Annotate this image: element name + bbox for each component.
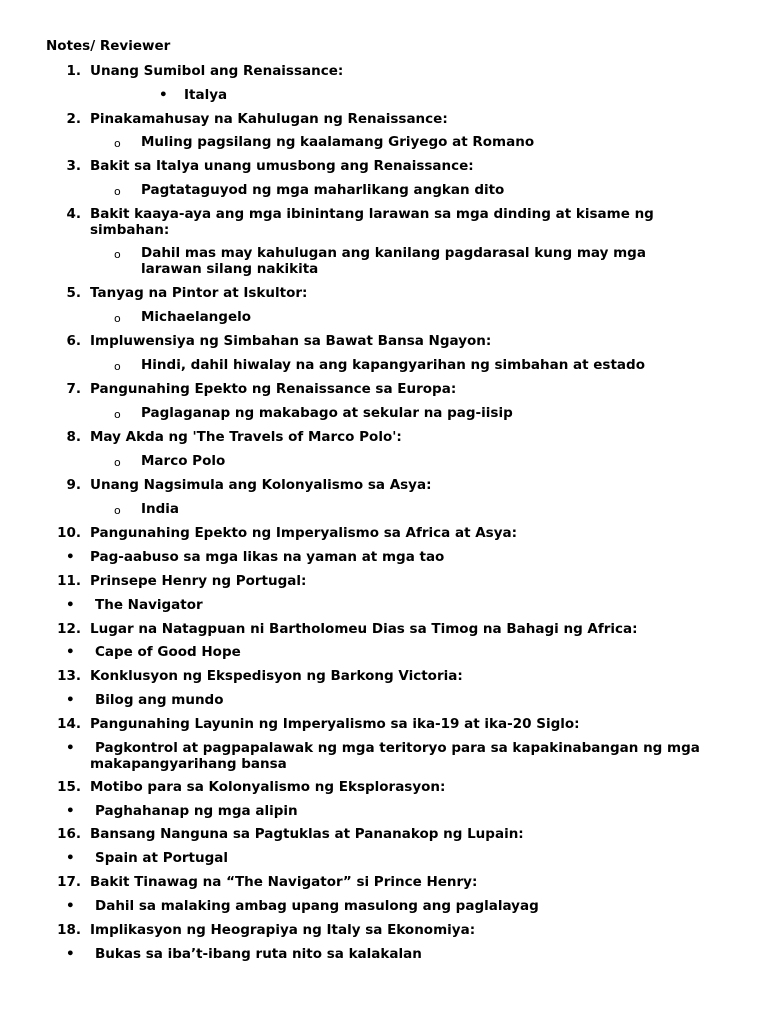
question-text: Bakit kaaya-aya ang mga ibinintang larawan sa mga dinding at kisame ng simbahan: (90, 206, 654, 238)
answer-text: Pag-aabuso sa mga likas na yaman at mga tao (90, 549, 445, 565)
answer-text: Pagkontrol at pagpapalawak ng mga teritoryo para sa kapakinabangan ng mga makapangyarihang bansa (90, 740, 700, 772)
circle-bullet-icon: o (114, 504, 121, 517)
answer-text: India (141, 501, 180, 517)
item-number: 17. (57, 874, 81, 890)
item-number: 14. (57, 716, 81, 732)
circle-bullet-icon: o (114, 408, 121, 421)
item-number: 6. (66, 333, 81, 349)
answer-text: Marco Polo (141, 453, 226, 469)
item-number: 5. (66, 285, 81, 301)
question-text: Pangunahing Layunin ng Imperyalismo sa ika-19 at ika-20 Siglo: (90, 716, 580, 732)
item-number: 18. (57, 922, 81, 938)
circle-bullet-icon: o (114, 137, 121, 150)
answer-text: Spain at Portugal (95, 850, 228, 866)
bullet-icon: • (66, 740, 75, 756)
question-text: Pangunahing Epekto ng Imperyalismo sa Africa at Asya: (90, 525, 518, 541)
answer-text: Pagtataguyod ng mga maharlikang angkan dito (141, 182, 505, 198)
answer-text: Bukas sa iba’t-ibang ruta nito sa kalakalan (95, 946, 422, 962)
item-number: 1. (66, 63, 81, 79)
item-number: 3. (66, 158, 81, 174)
item-number: 4. (66, 206, 81, 222)
question-text: Unang Nagsimula ang Kolonyalismo sa Asya: (90, 477, 432, 493)
bullet-icon: • (66, 898, 75, 914)
answer-text: Michaelangelo (141, 309, 252, 325)
bullet-icon: • (66, 850, 75, 866)
question-text: Bakit Tinawag na “The Navigator” si Prince Henry: (90, 874, 478, 890)
item-number: 10. (57, 525, 81, 541)
question-text: Lugar na Natagpuan ni Bartholomeu Dias sa Timog na Bahagi ng Africa: (90, 621, 638, 637)
question-text: Motibo para sa Kolonyalismo ng Eksplorasyon: (90, 779, 446, 795)
answer-text: Bilog ang mundo (95, 692, 224, 708)
bullet-icon: • (66, 946, 75, 962)
question-text: Konklusyon ng Ekspedisyon ng Barkong Victoria: (90, 668, 463, 684)
answer-text: Italya (184, 87, 228, 103)
question-text: Prinsepe Henry ng Portugal: (90, 573, 307, 589)
answer-text: Dahil mas may kahulugan ang kanilang pagdarasal kung may mga larawan silang nakikita (141, 245, 646, 277)
item-number: 9. (66, 477, 81, 493)
item-number: 12. (57, 621, 81, 637)
item-number: 7. (66, 381, 81, 397)
circle-bullet-icon: o (114, 360, 121, 373)
item-number: 13. (57, 668, 81, 684)
bullet-icon: • (66, 803, 75, 819)
bullet-icon: • (66, 644, 75, 660)
answer-text: Cape of Good Hope (95, 644, 241, 660)
item-number: 8. (66, 429, 81, 445)
question-text: Implikasyon ng Heograpiya ng Italy sa Ekonomiya: (90, 922, 476, 938)
question-text: Bansang Nanguna sa Pagtuklas at Pananakop ng Lupain: (90, 826, 524, 842)
answer-text: The Navigator (95, 597, 203, 613)
answer-text: Muling pagsilang ng kaalamang Griyego at Romano (141, 134, 535, 150)
answer-text: Paghahanap ng mga alipin (95, 803, 298, 819)
item-number: 15. (57, 779, 81, 795)
bullet-icon: • (66, 549, 75, 565)
page-title: Notes/ Reviewer (46, 38, 171, 54)
bullet-icon: • (66, 597, 75, 613)
circle-bullet-icon: o (114, 456, 121, 469)
item-number: 16. (57, 826, 81, 842)
answer-text: Dahil sa malaking ambag upang masulong ang paglalayag (95, 898, 539, 914)
answer-text: Hindi, dahil hiwalay na ang kapangyarihan ng simbahan at estado (141, 357, 645, 373)
circle-bullet-icon: o (114, 185, 121, 198)
circle-bullet-icon: o (114, 312, 121, 325)
question-text: Impluwensiya ng Simbahan sa Bawat Bansa Ngayon: (90, 333, 492, 349)
bullet-icon: • (159, 87, 168, 103)
answer-text: Paglaganap ng makabago at sekular na pag-iisip (141, 405, 513, 421)
question-text: Bakit sa Italya unang umusbong ang Renaissance: (90, 158, 474, 174)
item-number: 2. (66, 111, 81, 127)
question-text: May Akda ng 'The Travels of Marco Polo': (90, 429, 402, 445)
question-text: Pangunahing Epekto ng Renaissance sa Europa: (90, 381, 457, 397)
question-text: Unang Sumibol ang Renaissance: (90, 63, 344, 79)
item-number: 11. (57, 573, 81, 589)
question-text: Tanyag na Pintor at Iskultor: (90, 285, 308, 301)
circle-bullet-icon: o (114, 248, 121, 261)
question-text: Pinakamahusay na Kahulugan ng Renaissance: (90, 111, 448, 127)
bullet-icon: • (66, 692, 75, 708)
